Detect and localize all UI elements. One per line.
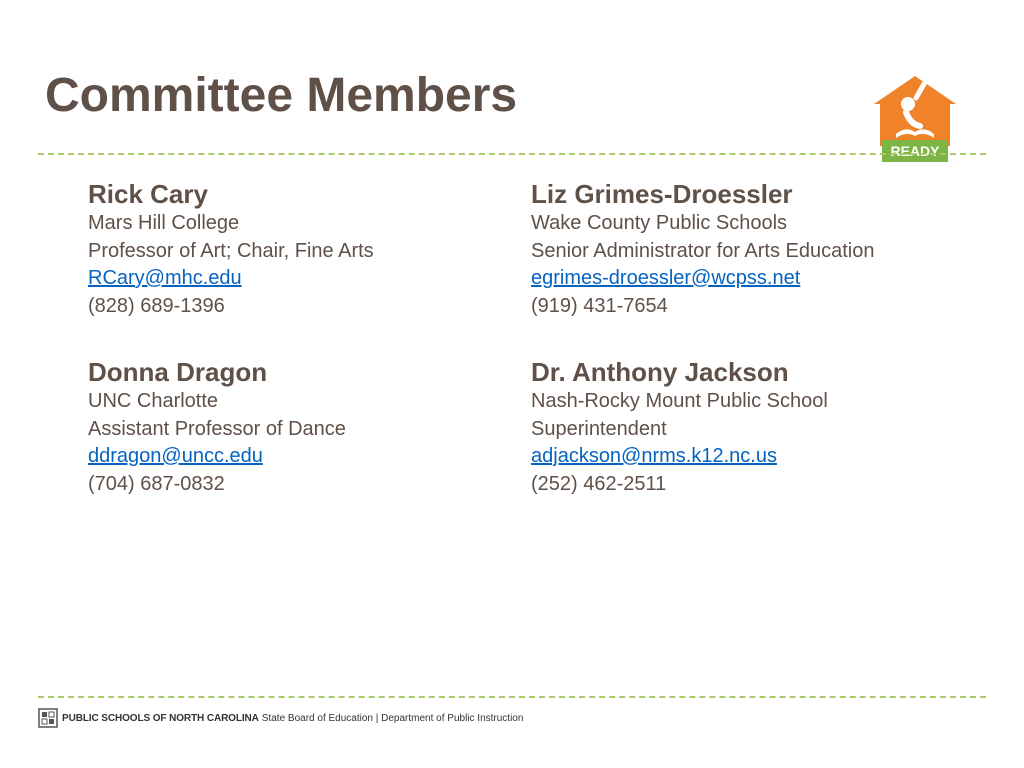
slide-title: Committee Members [45, 69, 518, 122]
member-card-donna-dragon [88, 356, 508, 498]
member-role: Superintendent [531, 417, 667, 440]
member-role: Assistant Professor of Dance [88, 417, 346, 440]
member-card-anthony-jackson [531, 356, 951, 498]
nc-seal-icon [38, 708, 58, 728]
ready-logo-text: READY [890, 143, 940, 159]
member-phone: (252) 462-2511 [531, 472, 667, 495]
member-organization: UNC Charlotte [88, 390, 219, 412]
member-phone: (828) 689-1396 [88, 294, 225, 317]
member-name: Dr. Anthony Jackson [531, 357, 789, 387]
member-email-link[interactable]: egrimes-droessler@wcpss.net [531, 267, 801, 289]
member-email-link[interactable]: adjackson@nrms.k12.nc.us [531, 445, 777, 467]
member-organization: Mars Hill College [88, 212, 240, 234]
member-name: Donna Dragon [88, 357, 268, 387]
member-role: Professor of Art; Chair, Fine Arts [88, 239, 374, 262]
member-organization: Nash-Rocky Mount Public School [531, 390, 828, 412]
member-phone: (704) 687-0832 [88, 472, 225, 495]
member-organization: Wake County Public Schools [531, 212, 788, 234]
top-divider [38, 153, 986, 155]
footer [38, 708, 523, 728]
member-phone: (919) 431-7654 [531, 294, 668, 317]
member-role: Senior Administrator for Arts Education [531, 239, 875, 262]
member-name: Rick Cary [88, 179, 208, 209]
member-name: Liz Grimes-Droessler [531, 179, 793, 209]
footer-org-subtitle: State Board of Education | Department of Public Instruction [261, 712, 524, 724]
footer-org-name: PUBLIC SCHOOLS OF NORTH CAROLINA [62, 712, 259, 724]
member-email-link[interactable]: RCary@mhc.edu [88, 267, 242, 289]
member-card-rick-cary [88, 178, 508, 320]
bottom-divider [38, 696, 986, 698]
member-card-liz-grimes-droessler [531, 178, 951, 320]
member-email-link[interactable]: ddragon@uncc.edu [88, 445, 263, 467]
